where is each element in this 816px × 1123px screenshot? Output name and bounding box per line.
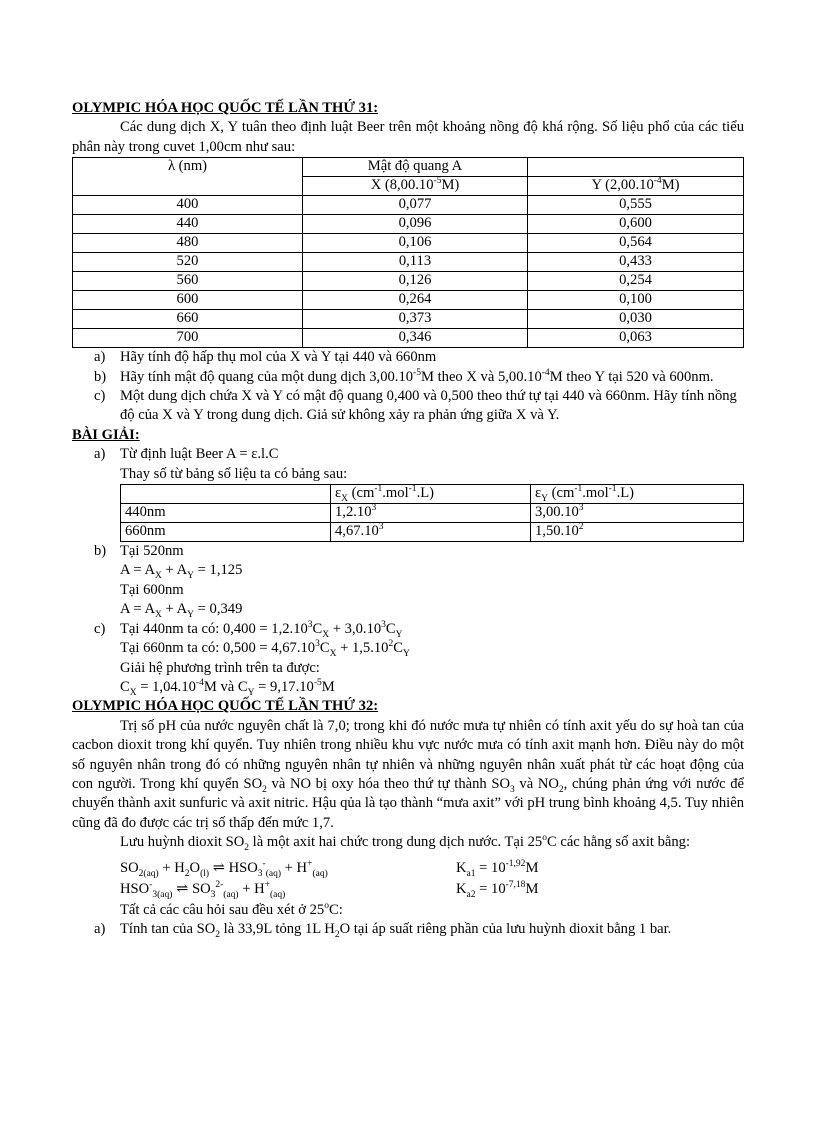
olympic31-heading: OLYMPIC HÓA HỌC QUỐC TẾ LẦN THỨ 31: — [72, 100, 379, 116]
solution-a — [72, 445, 744, 464]
cell-x: 0,126 — [303, 272, 528, 291]
cell-x: 0,096 — [303, 215, 528, 234]
molar-absorptivity-table — [120, 484, 744, 542]
cell-y: 0,063 — [528, 329, 744, 348]
cell-x: 0,264 — [303, 291, 528, 310]
eps-row-label: 660nm — [121, 523, 331, 542]
solution-c: c) Tại 440nm ta có: $0,400 = 1,2.10^3C_X + 3,0.10^3C_Y$ — [94, 619, 403, 640]
cell-lambda: 440 — [73, 215, 303, 234]
cell-lambda: 560 — [73, 272, 303, 291]
cell-x: 0,346 — [303, 329, 528, 348]
table-row — [121, 504, 744, 523]
solution-b — [72, 542, 744, 561]
cell-lambda: 400 — [73, 196, 303, 215]
cell-lambda: 480 — [73, 234, 303, 253]
solution-text: Từ định luật Beer A = ε.l.C — [120, 446, 279, 463]
eps-header-y: $\varepsilon_Y$ $(cm^{-1}.mol^{-1}.L)$ — [531, 485, 744, 504]
eps-header-row — [121, 485, 744, 504]
cell-y: 0,254 — [528, 272, 744, 291]
solution-b-line4: $A = A_X + A_Y = 0,349$ — [120, 601, 243, 621]
eps-cell-x: 4,67.10$^3$ — [331, 523, 531, 542]
solution-c-line2: Tại 660nm ta có: $0,500 = 4,67.10^3C_X + 1,5.10^2C_Y$ — [120, 639, 410, 659]
equilibrium-1 — [72, 859, 744, 880]
header-lambda: λ (nm) — [73, 158, 303, 196]
eps-row-label: 440nm — [121, 504, 331, 523]
cell-y: 0,600 — [528, 215, 744, 234]
cell-y: 0,433 — [528, 253, 744, 272]
cell-lambda: 660 — [73, 310, 303, 329]
cell-y: 0,564 — [528, 234, 744, 253]
solution-part-b — [72, 542, 744, 561]
solution-b-line2: $A = A_X + A_Y = 1,125$ — [120, 562, 243, 582]
olympic32-questions — [72, 920, 744, 939]
equilibrium-arrow-icon: ⇌ — [209, 859, 229, 876]
equilibrium-arrow-icon: ⇌ — [172, 880, 192, 897]
olympic31-intro: Các dung dịch X, Y tuân theo định luật Beer trên một khoảng nồng độ khá rộng. Số liệu phổ của các tiểu phân này trong cuvet 1,00cm như sau: — [72, 119, 744, 155]
table-row — [73, 234, 744, 253]
list-marker: b) — [94, 543, 107, 560]
cell-lambda: 600 — [73, 291, 303, 310]
cell-x: 0,113 — [303, 253, 528, 272]
solution-c-line4: $C_X = 1,04.10^{-4}M$ và $C_Y = 9,17.10^{-5}M$ — [120, 678, 335, 698]
eps-cell-y: 3,00.10$^3$ — [531, 504, 744, 523]
header-y: Y $(2,00.10^{-4}M)$ — [528, 177, 744, 196]
question-text: Một dung dịch chứa X và Y có mật độ quang 0,400 và 0,500 theo thứ tự tại 440 và 660nm. Hãy tính nồng độ của X và Y trong dung dịch. Giả sử không xảy ra phản ứng giữa X và Y. — [120, 388, 737, 424]
cell-y: 0,555 — [528, 196, 744, 215]
solution-heading: BÀI GIẢI: — [72, 426, 140, 443]
table-row — [73, 329, 744, 348]
table-row — [73, 310, 744, 329]
header-absorbance-group: Mật độ quang A — [303, 158, 528, 177]
absorbance-table-header-row — [73, 158, 744, 177]
solution-part-c — [72, 620, 744, 639]
equilibrium-1-constant: $K_{a1} = 10^{-1,92}M$ — [456, 858, 539, 879]
solution-part-a — [72, 445, 744, 464]
header-empty-cell — [528, 158, 744, 177]
olympic32-paragraph-2: Lưu huỳnh dioxit $SO_2$ là một axit hai chức trong dung dịch nước. Tại 25$^o$C các hằng số axit bằng: — [120, 833, 691, 854]
question-a — [72, 348, 744, 367]
table-row — [73, 291, 744, 310]
list-marker: a) — [94, 349, 106, 366]
cell-y: 0,030 — [528, 310, 744, 329]
table-row — [121, 523, 744, 542]
eps-cell-x: 1,2.10$^3$ — [331, 504, 531, 523]
document-page — [72, 99, 744, 939]
list-marker: b) — [94, 368, 107, 385]
list-marker: a) — [94, 920, 106, 937]
olympic32-paragraph-1: Trị số pH của nước nguyên chất là 7,0; trong khi đó nước mưa tự nhiên có tính axit yếu do sự hoà tan của cacbon dioxit trong khí quyển. Tuy nhiên trong nhiều khu vực nước mưa có tính axit mạnh hơn. Điều này do một số nguyên nhân trong đó có những nguyên nhân tự nhiên và những nguyên nhân xuất phát từ các hoạt động của con người. Trong khí quyển $SO_2$ và NO bị oxy hóa theo thứ tự thành $SO_3$ và $NO_2$, chúng phản ứng với nước để chuyển thành axit sunfuric và axit nitric. Hậu qủa là tạo thành “mưa axit” với pH trung bình khoảng 4,5. Tuy nhiên cũng đã đo được các trị số thấp đến mức 1,7. — [72, 717, 744, 831]
table-row — [73, 215, 744, 234]
equilibrium-2-constant: $K_{a2} = 10^{-7,18}M$ — [456, 879, 539, 900]
olympic32-conditions: Tất cả các câu hỏi sau đều xét ở 25$^o$C: — [120, 900, 343, 918]
solution-a-line2: Thay số từ bảng số liệu ta có bảng sau: — [120, 465, 348, 482]
eps-header-x: $\varepsilon_X$ $(cm^{-1}.mol^{-1}.L)$ — [331, 485, 531, 504]
equilibrium-2-equation: $HSO^-_{3(aq)}$ ⇌ $SO_3^{2-}_{(aq)} + H^+_{(aq)}$ — [120, 879, 286, 900]
table-row — [73, 272, 744, 291]
solution-b-line3: Tại 600nm — [120, 581, 184, 598]
list-marker: a) — [94, 446, 106, 463]
cell-x: 0,077 — [303, 196, 528, 215]
equilibrium-2 — [72, 880, 744, 901]
olympic32-heading: OLYMPIC HÓA HỌC QUỐC TẾ LẦN THỨ 32: — [72, 698, 379, 715]
eps-empty-cell — [121, 485, 331, 504]
absorbance-table — [72, 157, 744, 348]
solution-c-line3: Giải hệ phương trình trên ta được: — [120, 659, 320, 676]
equilibrium-1-equation: $SO_{2(aq)} + H_2O_{(l)}$ ⇌ $HSO_3^-_{(aq)} + H^+_{(aq)}$ — [120, 858, 328, 879]
cell-lambda: 520 — [73, 253, 303, 272]
list-marker: c) — [94, 620, 106, 637]
cell-y: 0,100 — [528, 291, 744, 310]
question-a: a) Tính tan của $SO_2$ là 33,9L tỏng 1L $H_2O$ tại áp suất riêng phần của lưu huỳnh dioxit bằng 1 bar. — [94, 920, 672, 940]
header-x: X $(8,00.10^{-5}M)$ — [303, 177, 528, 196]
table-row — [73, 196, 744, 215]
olympic31-questions — [72, 348, 744, 426]
solution-text: Tại 520nm — [120, 543, 184, 560]
cell-x: 0,373 — [303, 310, 528, 329]
table-row — [73, 253, 744, 272]
question-text: Hãy tính độ hấp thụ mol của X và Y tại 440 và 660nm — [120, 349, 437, 366]
cell-x: 0,106 — [303, 234, 528, 253]
eps-cell-y: 1,50.10$^2$ — [531, 523, 744, 542]
cell-lambda: 700 — [73, 329, 303, 348]
question-b: b) Hãy tính mật độ quang của một dung dịch $3,00.10^{-5}M$ theo X và $5,00.10^{-4}M$ theo Y tại 520 và 600nm. — [72, 368, 744, 387]
question-c — [72, 387, 744, 426]
list-marker: c) — [94, 388, 106, 405]
